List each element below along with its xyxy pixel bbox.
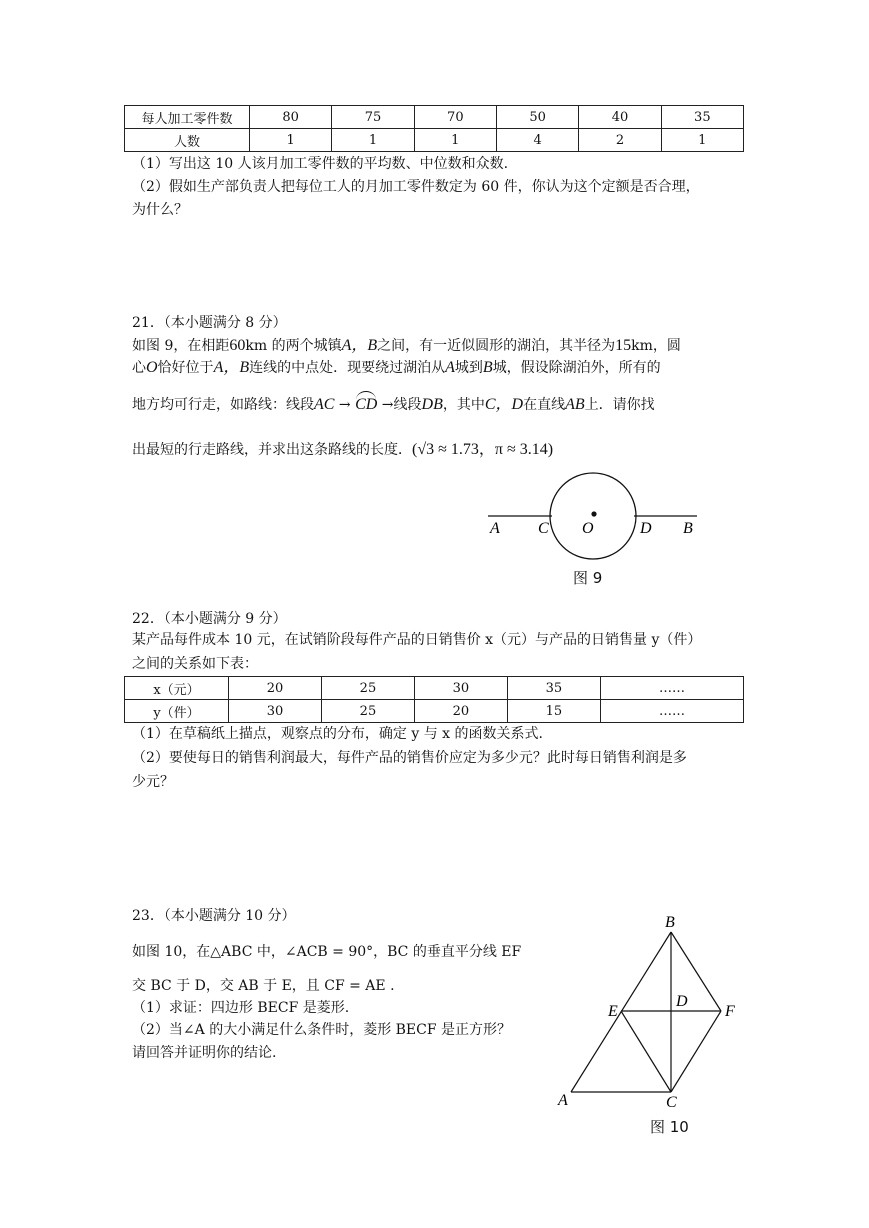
q21-line1 (132, 336, 681, 356)
table-cell: 35 (507, 677, 600, 700)
table-row (125, 106, 744, 129)
text: 在直线 (523, 397, 566, 413)
text: km 的两个城镇 (245, 338, 342, 354)
label-c: C (538, 520, 549, 537)
table-row (125, 129, 744, 152)
text: C，D (484, 396, 524, 413)
q21-line4 (132, 440, 553, 460)
label-a: A (558, 1092, 568, 1109)
q23-part2: （2）当∠A 的大小满足什么条件时，菱形 BECF 是正方形？ (132, 1022, 512, 1038)
text: → (338, 397, 351, 413)
table-cell: 80 (250, 106, 332, 129)
table-cell: 1 (250, 129, 332, 152)
q20-part1: （1）写出这 10 人该月加工零件数的平均数、中位数和众数. (132, 156, 509, 172)
text: AB (565, 396, 585, 413)
label-b: B (683, 520, 693, 537)
table-cell: 35 (661, 106, 743, 129)
text: DB (421, 396, 443, 413)
label-o: O (582, 520, 594, 537)
table-cell: 1 (332, 129, 414, 152)
text: 地方均可行走，如路线：线段 (132, 397, 314, 413)
label-b: B (665, 914, 675, 931)
text: 城到 (454, 360, 483, 376)
q23-part1: （1）求证：四边形 BECF 是菱形. (132, 1000, 350, 1016)
text: AC (314, 396, 335, 413)
q22-part2: （2）要使每日的销售利润最大，每件产品的销售价应定为多少元？此时每日销售利润是多 (132, 750, 687, 766)
arc-cd: CD (355, 396, 378, 413)
text: A，B (213, 359, 250, 376)
q20-part2-cont: 为什么？ (132, 202, 188, 218)
q20-part2: （2）假如生产部负责人把每位工人的月加工零件数定为 60 件，你认为这个定额是否合理， (132, 179, 700, 195)
text: 城，假设除湖泊外，所有的 (492, 360, 661, 376)
label-c: C (666, 1094, 677, 1111)
table-cell: y（件） (125, 700, 229, 723)
label-f: F (725, 1003, 735, 1020)
text: B (482, 359, 493, 376)
table-cell: 25 (321, 677, 414, 700)
text: 之间，有一近似圆形的湖泊，其半径为 (377, 338, 616, 354)
q23-part3: 请回答并证明你的结论. (132, 1045, 277, 1061)
table-cell: 人数 (125, 129, 250, 152)
table-row (125, 677, 744, 700)
table-cell: 40 (579, 106, 661, 129)
q23-heading: 23．（本小题满分 10 分） (132, 908, 296, 924)
q22-line1: 某产品每件成本 10 元，在试销阶段每件产品的日销售价 x（元）与产品的日销售量 y（件） (132, 632, 702, 648)
text: 15 (615, 337, 632, 354)
price-table (124, 676, 744, 723)
label-d: D (640, 520, 652, 537)
q21-line3 (132, 395, 655, 415)
text: 如图 9，在相距 (132, 338, 230, 354)
table-cell: 70 (414, 106, 496, 129)
q22-heading: 22．（本小题满分 9 分） (132, 611, 287, 627)
text: 连线的中点处．现要绕过湖泊从 (249, 360, 446, 376)
text: A (445, 359, 455, 376)
text: 恰好位于 (157, 360, 214, 376)
table-row (125, 700, 744, 723)
text: 线段 (393, 397, 422, 413)
label-d: D (676, 993, 688, 1010)
table-cell: 30 (414, 677, 507, 700)
q22-part2-cont: 少元？ (132, 774, 174, 790)
q22-part1: （1）在草稿纸上描点，观察点的分布，确定 y 与 x 的函数关系式. (132, 726, 543, 742)
q23-line1: 如图 10，在△ABC 中，∠ACB = 90°，BC 的垂直平分线 EF (132, 944, 522, 960)
figure-10 (550, 905, 750, 1115)
table-cell: 20 (229, 677, 322, 700)
text: A，B (341, 337, 378, 354)
table-cell: 15 (507, 700, 600, 723)
center-point (591, 511, 596, 516)
table-cell: 1 (414, 129, 496, 152)
figure-10-caption: 图 10 (650, 1118, 689, 1136)
table-cell: 25 (321, 700, 414, 723)
segment-ec (621, 1011, 671, 1092)
table-cell: 75 (332, 106, 414, 129)
table-cell: 1 (661, 129, 743, 152)
segment-fc (671, 1011, 721, 1092)
table-cell: 30 (229, 700, 322, 723)
table-cell: …… (600, 700, 743, 723)
approx-values: (√3 ≈ 1.73，π ≈ 3.14) (412, 441, 554, 458)
text: ，其中 (442, 397, 485, 413)
q23-line2: 交 BC 于 D，交 AB 于 E，且 CF = AE . (132, 978, 395, 994)
text: km，圆 (631, 338, 681, 354)
label-e: E (608, 1003, 618, 1020)
table-cell: …… (600, 677, 743, 700)
table-cell: 每人加工零件数 (125, 106, 250, 129)
label-a: A (490, 520, 500, 537)
q21-heading: 21．（本小题满分 8 分） (132, 315, 287, 331)
text: → (381, 397, 394, 413)
q22-line2: 之间的关系如下表： (132, 656, 258, 672)
text: 上．请你找 (584, 397, 655, 413)
q21-line2 (132, 358, 661, 378)
text: 出最短的行走路线，并求出这条路线的长度． (132, 442, 412, 458)
parts-table (124, 105, 744, 152)
table-cell: x（元） (125, 677, 229, 700)
table-cell: 4 (496, 129, 578, 152)
figure-9-caption: 图 9 (573, 569, 603, 587)
text: 60 (229, 337, 246, 354)
table-cell: 20 (414, 700, 507, 723)
text: O (146, 359, 158, 376)
table-cell: 2 (579, 129, 661, 152)
table-cell: 50 (496, 106, 578, 129)
text: 心 (132, 360, 146, 376)
